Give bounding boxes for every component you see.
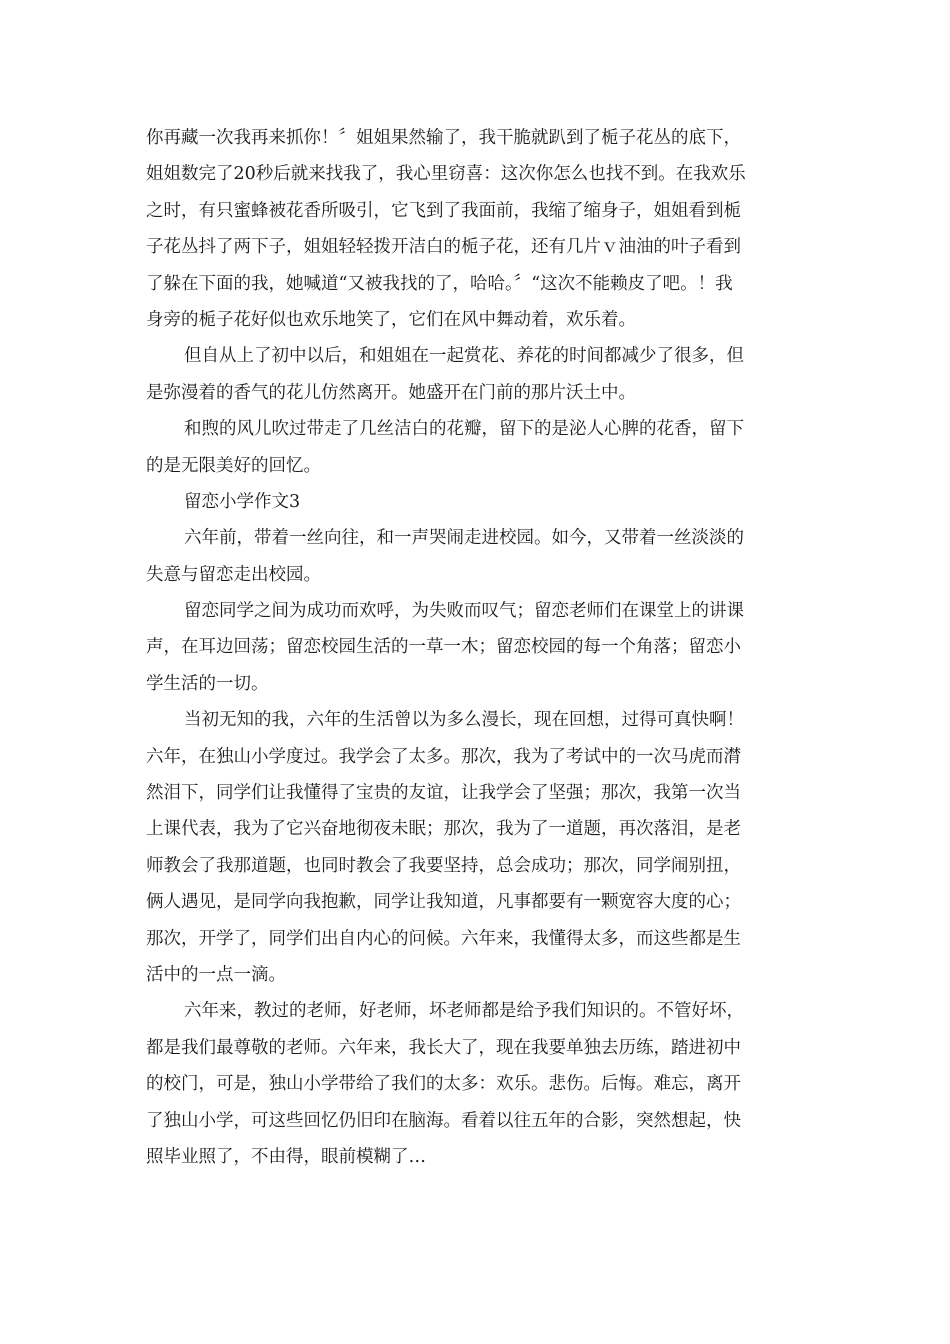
text-line: 留恋小学作文3 bbox=[184, 491, 301, 512]
text-line: 声，在耳边回荡；留恋校园生活的一草一木；留恋校园的每一个角落；留恋小 bbox=[146, 637, 741, 658]
text-line: 活中的一点一滴。 bbox=[146, 964, 286, 985]
text-line: 俩人遇见，是同学向我抱歉，同学让我知道，凡事都要有一颗宽容大度的心； bbox=[146, 892, 741, 913]
text-line: 六年，在独山小学度过。我学会了太多。那次，我为了考试中的一次马虎而潸 bbox=[146, 746, 741, 767]
text-line: 了躲在下面的我，她喊道“又被我找的了，哈哈。〞“这次不能赖皮了吧。！我 bbox=[146, 273, 733, 294]
text-line: 当初无知的我，六年的生活曾以为多么漫长，现在回想，过得可真快啊！ bbox=[184, 710, 744, 731]
text-line: 失意与留恋走出校园。 bbox=[146, 564, 321, 585]
text-line: 身旁的栀子花好似也欢乐地笑了，它们在风中舞动着，欢乐着。 bbox=[146, 309, 636, 330]
text-line: 那次，开学了，同学们出自内心的问候。六年来，我懂得太多，而这些都是生 bbox=[146, 928, 741, 949]
body-text bbox=[146, 120, 806, 1175]
text-line: 的是无限美好的回忆。 bbox=[146, 455, 321, 476]
text-line: 学生活的一切。 bbox=[146, 673, 269, 694]
text-line: 了独山小学，可这些回忆仍旧印在脑海。看着以往五年的合影，突然想起，快 bbox=[146, 1110, 741, 1131]
text-line: 子花丛抖了两下子，姐姐轻轻拨开洁白的栀子花，还有几片ｖ油油的叶子看到 bbox=[146, 237, 741, 258]
text-line: 和煦的风儿吹过带走了几丝洁白的花瓣，留下的是泌人心脾的花香，留下 bbox=[184, 419, 744, 440]
text-line: 是弥漫着的香气的花儿仿然离开。她盛开在门前的那片沃土中。 bbox=[146, 382, 636, 403]
text-line: 姐姐数完了20秒后就来找我了，我心里窃喜：这次你怎么也找不到。在我欢乐 bbox=[146, 164, 746, 185]
text-line: 之时，有只蜜蜂被花香所吸引，它飞到了我面前，我缩了缩身子，姐姐看到栀 bbox=[146, 200, 741, 221]
text-line: 上课代表，我为了它兴奋地彻夜未眠；那次，我为了一道题，再次落泪，是老 bbox=[146, 819, 741, 840]
text-line: 你再藏一次我再来抓你！〞姐姐果然输了，我干脆就趴到了栀子花丛的底下， bbox=[146, 128, 741, 148]
text-line: 然泪下，同学们让我懂得了宝贵的友谊，让我学会了坚强；那次，我第一次当 bbox=[146, 783, 741, 804]
text-line: 照毕业照了，不由得，眼前模糊了… bbox=[146, 1146, 426, 1167]
text-line: 都是我们最尊敬的老师。六年来，我长大了，现在我要单独去历练，踏进初中 bbox=[146, 1037, 741, 1058]
text-line: 的校门，可是，独山小学带给了我们的太多：欢乐。悲伤。后悔。难忘，离开 bbox=[146, 1074, 741, 1095]
text-line: 师教会了我那道题，也同时教会了我要坚持，总会成功；那次，同学闹别扭， bbox=[146, 855, 741, 876]
text-line: 留恋同学之间为成功而欢呼，为失败而叹气；留恋老师们在课堂上的讲课 bbox=[184, 601, 744, 622]
text-line: 六年来，教过的老师，好老师，坏老师都是给予我们知识的。不管好坏， bbox=[184, 1001, 744, 1022]
text-line: 六年前，带着一丝向往，和一声哭闹走进校园。如今，又带着一丝淡淡的 bbox=[184, 528, 744, 549]
text-line: 但自从上了初中以后，和姐姐在一起赏花、养花的时间都减少了很多，但 bbox=[184, 346, 744, 367]
